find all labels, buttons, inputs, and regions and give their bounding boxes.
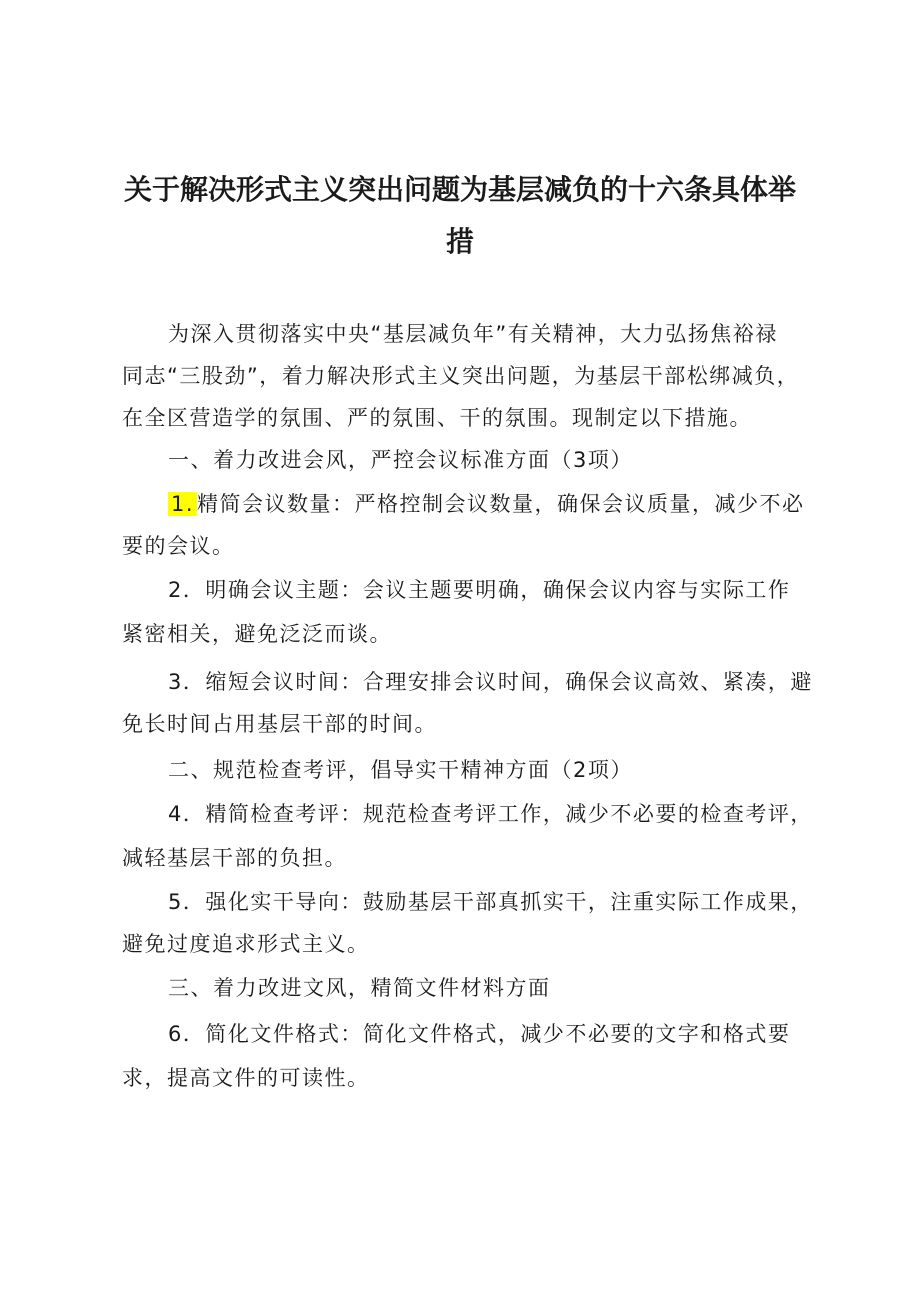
item-3-line-2: 免长时间占用基层干部的时间。 (122, 712, 437, 736)
item-5-line-1: 5．强化实干导向：鼓励基层干部真抓实干，注重实际工作成果， (168, 890, 813, 914)
intro-line-1: 为深入贯彻落实中央“基层减负年”有关精神，大力弘扬焦裕禄 (168, 322, 778, 346)
item-6-line-1: 6．简化文件格式：简化文件格式，减少不必要的文字和格式要 (168, 1022, 791, 1046)
item-2-line-1: 2．明确会议主题：会议主题要明确，确保会议内容与实际工作 (168, 578, 791, 602)
section-heading-1: 一、着力改进会风，严控会议标准方面（3项） (168, 448, 633, 472)
item-6-line-2: 求，提高文件的可读性。 (122, 1066, 370, 1090)
item-1-text: 精简会议数量：严格控制会议数量，确保会议质量，减少不必 (197, 492, 805, 516)
item-5-line-2: 避免过度追求形式主义。 (122, 932, 370, 956)
item-1-line-2: 要的会议。 (122, 534, 235, 558)
item-4-line-2: 减轻基层干部的负担。 (122, 846, 347, 870)
intro-line-3: 在全区营造学的氛围、严的氛围、干的氛围。现制定以下措施。 (122, 406, 752, 430)
document-title-continued: 措 (445, 225, 474, 258)
section-heading-3: 三、着力改进文风，精简文件材料方面 (168, 976, 551, 1000)
highlighted-item-number: 1. (168, 492, 197, 516)
intro-line-2: 同志“三股劲”，着力解决形式主义突出问题，为基层干部松绑减负， (122, 364, 800, 388)
item-4-line-1: 4．精简检查考评：规范检查考评工作，减少不必要的检查考评， (168, 802, 813, 826)
section-heading-2: 二、规范检查考评，倡导实干精神方面（2项） (168, 758, 633, 782)
document-title: 关于解决形式主义突出问题为基层减负的十六条具体举 (123, 173, 796, 206)
item-2-line-2: 紧密相关，避免泛泛而谈。 (122, 622, 392, 646)
item-3-line-1: 3．缩短会议时间：合理安排会议时间，确保会议高效、紧凑，避 (168, 670, 813, 694)
item-1-line-1 (168, 482, 812, 526)
